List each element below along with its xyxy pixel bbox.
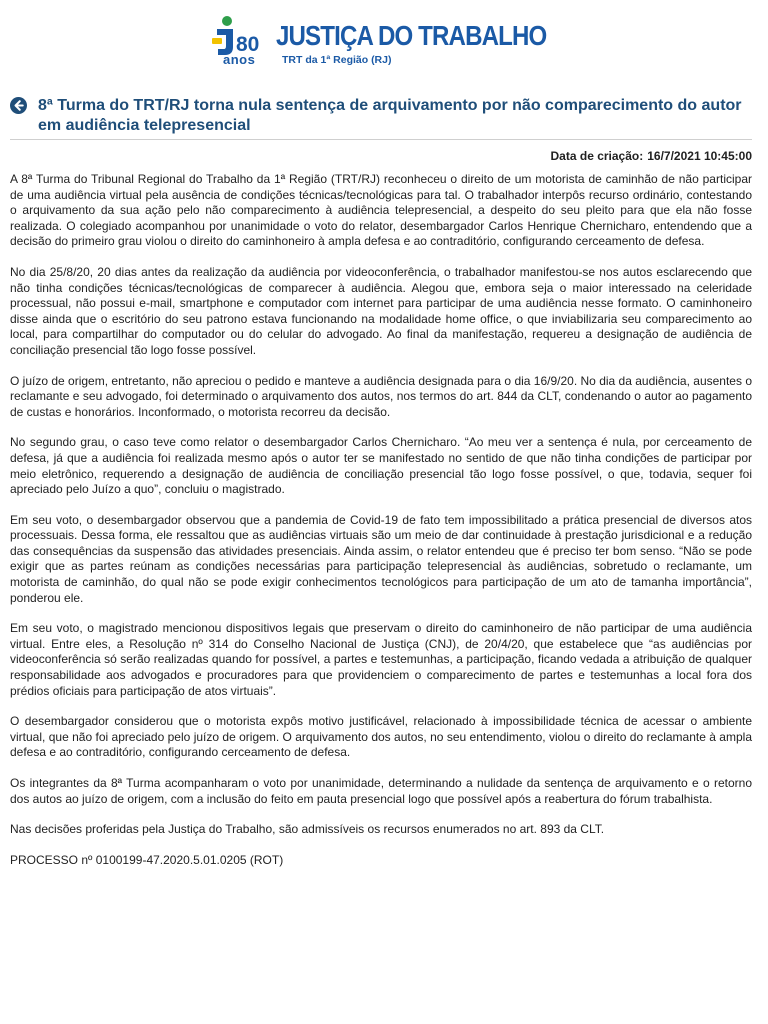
- creation-date-label: Data de criação:: [550, 149, 644, 163]
- site-header: [0, 0, 768, 80]
- article-paragraph-9: Nas decisões proferidas pela Justiça do Trabalho, são admissíveis os recursos enumerados no art. 893 da CLT.: [10, 822, 605, 837]
- process-number: PROCESSO nº 0100199-47.2020.5.01.0205 (ROT): [10, 852, 284, 867]
- article-paragraph-7: O desembargador considerou que o motorista expôs motivo justificável, relacionado à impossibilidade técnica de acessar o ambiente virtual, que não foi apreciado pelo juízo de origem. O arquivamento dos autos, no seu entendimento, violou o direito do reclamante à ampla defesa e ao contraditório, configurando cerceamento de defesa.: [10, 714, 752, 760]
- page-title: 8ª Turma do TRT/RJ torna nula sentença de arquivamento por não comparecimento do autor em audiência telepresencial: [38, 97, 742, 134]
- title-divider: [10, 139, 752, 140]
- logo-name: JUSTIÇA DO TRABALHO: [276, 20, 547, 51]
- article-paragraph-1: A 8ª Turma do Tribunal Regional do Trabalho da 1ª Região (TRT/RJ) reconheceu o direito de um motorista de caminhão de não participar de uma audiência virtual pela ausência de condições técnicas/tecnológicas para tal. O trabalhador interpôs recurso ordinário, contestando o arquivamento da sua ação pelo não comparecimento à audiência telepresencial, a despeito do seu pleito para que ela não fosse realizada. O colegiado acompanhou por unanimidade o voto do relator, desembargador Carlos Henrique Chernicharo, entendendo que a decisão do primeiro grau violou o direito do caminhoneiro à ampla defesa e ao contraditório, configurando cerceamento de defesa.: [10, 172, 752, 249]
- article-paragraph-4: No segundo grau, o caso teve como relator o desembargador Carlos Chernicharo. “Ao meu ver a sentença é nula, por cerceamento de defesa, já que a audiência foi realizada mesmo após o autor ter se manifestado no sentido de que não tinha condições de participar por meio eletrônico, requerendo a designação de audiência de conciliação presencial tão logo fosse possível, o que, todavia, sequer foi apreciado pelo Juízo a quo”, concluiu o magistrado.: [10, 435, 752, 497]
- logo-years-word: anos: [223, 52, 256, 67]
- article-body: [10, 172, 752, 883]
- article-paragraph-6: Em seu voto, o magistrado mencionou dispositivos legais que preservam o direito do caminhoneiro de não participar de uma audiência virtual. Entre eles, a Resolução nº 314 do Conselho Nacional de Justiça (CNJ), de 20/4/20, que estabelece que “as audiências por videoconferência só serão realizadas quando for possível, a partes e testemunhas, a participação, ficando vedada a atribuição de qualquer responsabilidade aos advogados e procuradores para que providenciem o comparecimento de partes e testemunhas a local fora dos prédios oficiais para participação de atos virtuais”.: [10, 621, 752, 698]
- arrow-left-circle-icon[interactable]: [10, 97, 27, 114]
- tribunal-logo[interactable]: [206, 14, 547, 72]
- logo-years-number: 80: [236, 33, 260, 56]
- logo-subtitle: TRT da 1ª Região (RJ): [282, 54, 392, 66]
- article-paragraph-3: O juízo de origem, entretanto, não apreciou o pedido e manteve a audiência designada para o dia 16/9/20. No dia da audiência, ausentes o reclamante e seu advogado, foi determinado o arquivamento dos autos, nos termos do art. 844 da CLT, condenando o autor ao pagamento de custas e honorários. Inconformado, o motorista recorreu da decisão.: [10, 373, 752, 419]
- creation-date-value: 16/7/2021 10:45:00: [647, 149, 752, 163]
- creation-date: [551, 149, 752, 163]
- article-paragraph-8: Os integrantes da 8ª Turma acompanharam o voto por unanimidade, determinando a nulidade da sentença de arquivamento e o retorno dos autos ao juízo de origem, com a inclusão do feito em pauta presencial logo que possível após a reabertura do fórum trabalhista.: [10, 776, 752, 806]
- article-paragraph-5: Em seu voto, o desembargador observou que a pandemia de Covid-19 de fato tem impossibilitado a prática presencial de diversos atos processuais. Dessa forma, ele ressaltou que as audiências virtuais são um meio de dar continuidade à prestação jurisdicional e a redução das consequências da suspensão das atividades presenciais. Ainda assim, o relator entendeu que é preciso ter bom senso. “Não se pode exigir que as partes reúnam as condições necessárias para participação telepresencial às audiências, sobretudo o reclamante, um motorista de caminhão, do qual não se pode exigir conhecimentos tecnológicos para participação de um ato de tamanha importância”, ponderou ele.: [10, 512, 752, 605]
- article-paragraph-2: No dia 25/8/20, 20 dias antes da realização da audiência por videoconferência, o trabalhador manifestou-se nos autos esclarecendo que não tinha condições técnicas/tecnológicas de comparecer à audiência. Alegou que, embora seja o maior interessado na celeridade processual, não possui e-mail, smartphone e computador com internet para participar de uma audiência nesse formato. O caminhoneiro disse ainda que o escritório do seu patrono estava funcionando na modalidade home office, o que inviabilizaria seu comparecimento ao local, para compartilhar do computador ou do celular do advogado. Ao final da manifestação, requereu a designação de audiência de conciliação presencial tão logo fosse possível.: [10, 264, 752, 357]
